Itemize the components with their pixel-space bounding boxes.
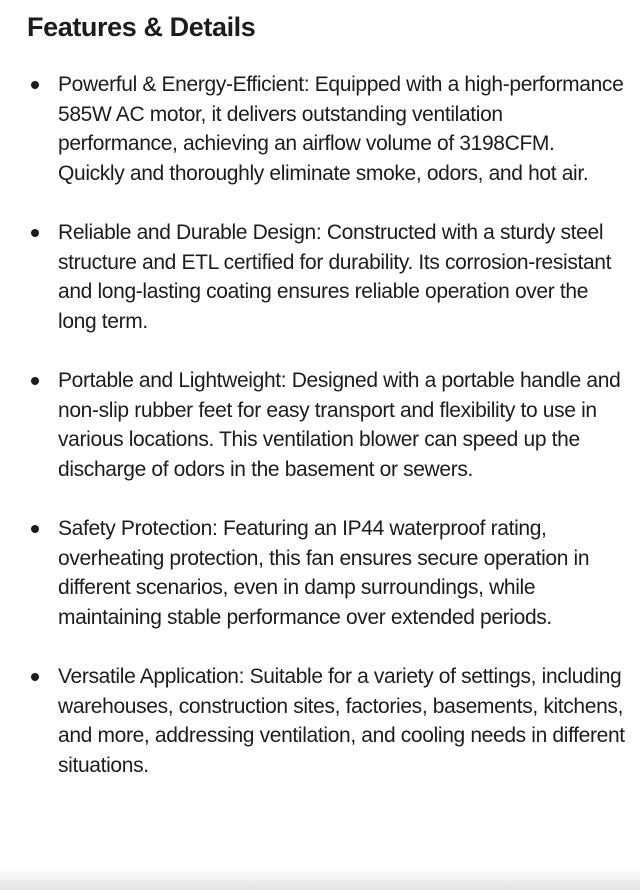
bullet-icon	[31, 229, 39, 237]
feature-text: Powerful & Energy-Efficient: Equipped with a high-performance 585W AC motor, it delivers outstanding ventilation performance, achieving an airflow volume of 3198CFM. Quickly and thoroughly eliminate smoke, odors, and hot air.	[58, 73, 624, 185]
bullet-icon	[31, 377, 39, 385]
feature-item-3	[0, 366, 640, 484]
bullet-icon	[31, 525, 39, 533]
feature-item-4	[0, 514, 640, 632]
feature-text: Safety Protection: Featuring an IP44 waterproof rating, overheating protection, this fan ensures secure operation in different scenarios, even in damp surroundings, while maintaining stable performance over extended periods.	[58, 517, 590, 629]
feature-item-2	[0, 218, 640, 336]
bullet-icon	[31, 673, 39, 681]
feature-text: Reliable and Durable Design: Constructed with a sturdy steel structure and ETL certified for durability. Its corrosion-resistant and long-lasting coating ensures reliable operation over the long term.	[58, 221, 612, 333]
feature-text: Portable and Lightweight: Designed with a portable handle and non-slip rubber feet for easy transport and flexibility to use in various locations. This ventilation blower can speed up the discharge of odors in the basement or sewers.	[58, 369, 621, 481]
feature-text: Versatile Application: Suitable for a variety of settings, including warehouses, construction sites, factories, basements, kitchens, and more, addressing ventilation, and cooling needs in different situations.	[58, 665, 625, 777]
feature-list	[0, 70, 640, 810]
bottom-shadow	[0, 868, 640, 890]
page-title: Features & Details	[27, 12, 256, 42]
feature-item-1	[0, 70, 640, 188]
feature-item-5	[0, 662, 640, 780]
bullet-icon	[31, 81, 39, 89]
